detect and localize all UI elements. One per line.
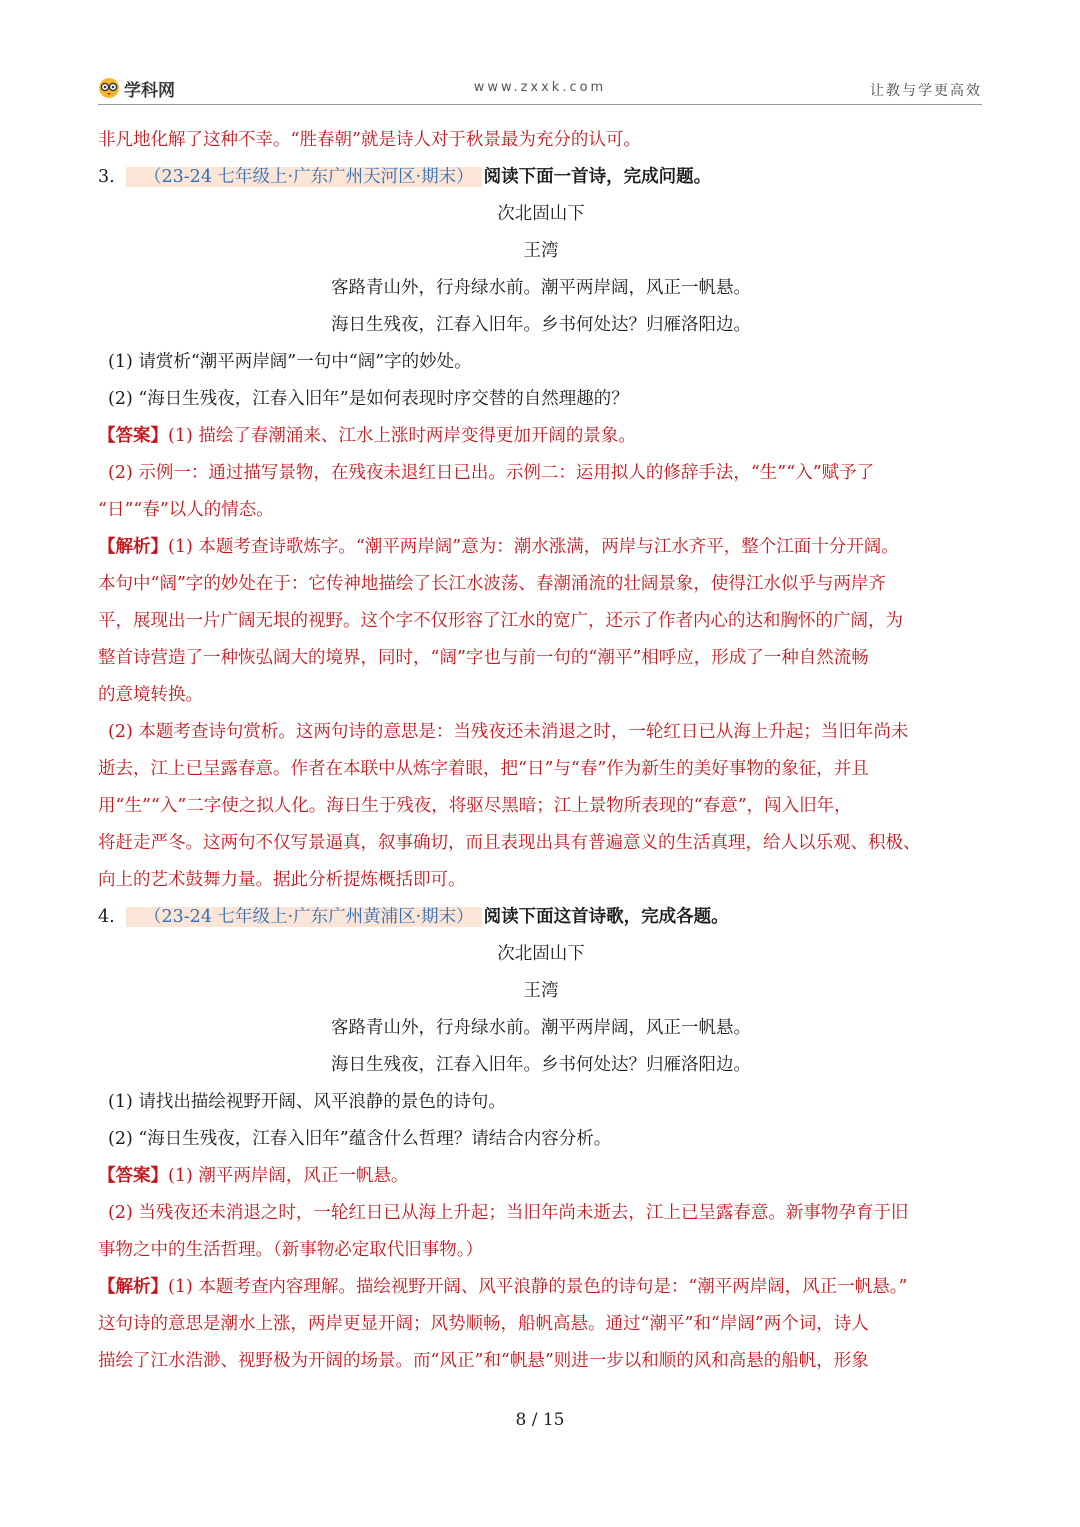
question-number: 3. bbox=[98, 167, 115, 187]
analysis-text: 将赶走严冬。这两句不仅写景逼真，叙事确切，而且表现出具有普遍意义的生活真理，给人以乐观、积极、 bbox=[98, 833, 921, 853]
question-prompt: 阅读下面一首诗，完成问题。 bbox=[483, 167, 712, 187]
analysis-text: 用“生”“入”二字使之拟人化。海日生于残夜，将驱尽黑暗；江上景物所表现的“春意”，闯入旧年， bbox=[98, 796, 852, 816]
analysis-text: (2) 本题考查诗句赏析。这两句诗的意思是：当残夜还未消退之时，一轮红日已从海上升起；当旧年尚未 bbox=[108, 722, 909, 742]
site-url: www.zxxk.com bbox=[473, 80, 607, 95]
question-source: （23-24 七年级上·广东广州天河区·期末） bbox=[126, 167, 482, 187]
question-4-header bbox=[98, 899, 984, 936]
logo-text: 学科网 bbox=[124, 80, 175, 101]
poem-title: 次北固山下 bbox=[497, 204, 585, 224]
question-source: （23-24 七年级上·广东广州黄浦区·期末） bbox=[126, 907, 482, 927]
analysis-text: 的意境转换。 bbox=[98, 685, 203, 705]
answer-tag: 【答案】 bbox=[98, 1166, 168, 1186]
poem-author: 王湾 bbox=[523, 981, 559, 1001]
poem-author: 王湾 bbox=[523, 241, 559, 261]
analysis-text: 平，展现出一片广阔无垠的视野。这个字不仅形容了江水的宽广，还示了作者内心的达和胸怀的广阔，为 bbox=[98, 611, 903, 631]
analysis-block bbox=[98, 1269, 984, 1306]
answer-text: “日”“春”以人的情态。 bbox=[98, 500, 274, 520]
question-number: 4. bbox=[98, 907, 115, 927]
intro-line: 非凡地化解了这种不幸。“胜春朝”就是诗人对于秋景最为充分的认可。 bbox=[98, 130, 641, 150]
poem-line: 海日生残夜，江春入旧年。乡书何处达？归雁洛阳边。 bbox=[331, 1055, 751, 1075]
analysis-text: (1) 本题考查诗歌炼字。“潮平两岸阔”意为：潮水涨满，两岸与江水齐平，整个江面十分开阔。 bbox=[168, 537, 899, 557]
analysis-text: 向上的艺术鼓舞力量。据此分析提炼概括即可。 bbox=[98, 870, 466, 890]
poem-title: 次北固山下 bbox=[497, 944, 585, 964]
analysis-text: 整首诗营造了一种恢弘阔大的境界，同时，“阔”字也与前一句的“潮平”相呼应，形成了一种自然流畅 bbox=[98, 648, 869, 668]
poem-line: 海日生残夜，江春入旧年。乡书何处达？归雁洛阳边。 bbox=[331, 315, 751, 335]
answer-tag: 【答案】 bbox=[98, 426, 168, 446]
analysis-text: 这句诗的意思是潮水上涨，两岸更显开阔；风势顺畅，船帆高悬。通过“潮平”和“岸阔”两个词，诗人 bbox=[98, 1314, 869, 1334]
sub-question: (2) “海日生残夜，江春入旧年”是如何表现时序交替的自然理趣的？ bbox=[108, 389, 629, 409]
analysis-tag: 【解析】 bbox=[98, 1277, 168, 1297]
answer-text: (2) 示例一：通过描写景物，在残夜未退红日已出。示例二：运用拟人的修辞手法，“生”“入”赋予了 bbox=[108, 463, 875, 483]
question-3-header bbox=[98, 159, 984, 196]
page-header bbox=[98, 74, 982, 105]
sub-question: (1) 请找出描绘视野开阔、风平浪静的景色的诗句。 bbox=[108, 1092, 506, 1112]
slogan: 让教与学更高效 bbox=[870, 83, 982, 99]
answer-text: (1) 潮平两岸阔，风正一帆悬。 bbox=[168, 1166, 409, 1186]
answer-text: (2) 当残夜还未消退之时，一轮红日已从海上升起；当旧年尚未逝去，江上已呈露春意。新事物孕育于旧 bbox=[108, 1203, 909, 1223]
analysis-text: (1) 本题考查内容理解。描绘视野开阔、风平浪静的景色的诗句是：“潮平两岸阔，风正一帆悬。” bbox=[168, 1277, 908, 1297]
document-body bbox=[98, 122, 984, 1380]
answer-block bbox=[98, 418, 984, 455]
answer-text: (1) 描绘了春潮涌来、江水上涨时两岸变得更加开阔的景象。 bbox=[168, 426, 636, 446]
answer-text: 事物之中的生活哲理。（新事物必定取代旧事物。） bbox=[98, 1240, 483, 1260]
poem-line: 客路青山外，行舟绿水前。潮平两岸阔，风正一帆悬。 bbox=[331, 1018, 751, 1038]
analysis-text: 逝去，江上已呈露春意。作者在本联中从炼字着眼，把“日”与“春”作为新生的美好事物的象征，并且 bbox=[98, 759, 869, 779]
analysis-text: 本句中“阔”字的妙处在于：它传神地描绘了长江水波荡、春潮涌流的壮阔景象，使得江水似乎与两岸齐 bbox=[98, 574, 886, 594]
analysis-tag: 【解析】 bbox=[98, 537, 168, 557]
analysis-block bbox=[98, 529, 984, 566]
poem-line: 客路青山外，行舟绿水前。潮平两岸阔，风正一帆悬。 bbox=[331, 278, 751, 298]
sub-question: (2) “海日生残夜，江春入旧年”蕴含什么哲理？请结合内容分析。 bbox=[108, 1129, 612, 1149]
sub-question: (1) 请赏析“潮平两岸阔”一句中“阔”字的妙处。 bbox=[108, 352, 472, 372]
answer-block bbox=[98, 1158, 984, 1195]
page-number: 8 / 15 bbox=[515, 1410, 565, 1430]
question-prompt: 阅读下面这首诗歌，完成各题。 bbox=[483, 907, 729, 927]
analysis-text: 描绘了江水浩渺、视野极为开阔的场景。而“风正”和“帆悬”则进一步以和顺的风和高悬的船帆，形象 bbox=[98, 1351, 869, 1371]
